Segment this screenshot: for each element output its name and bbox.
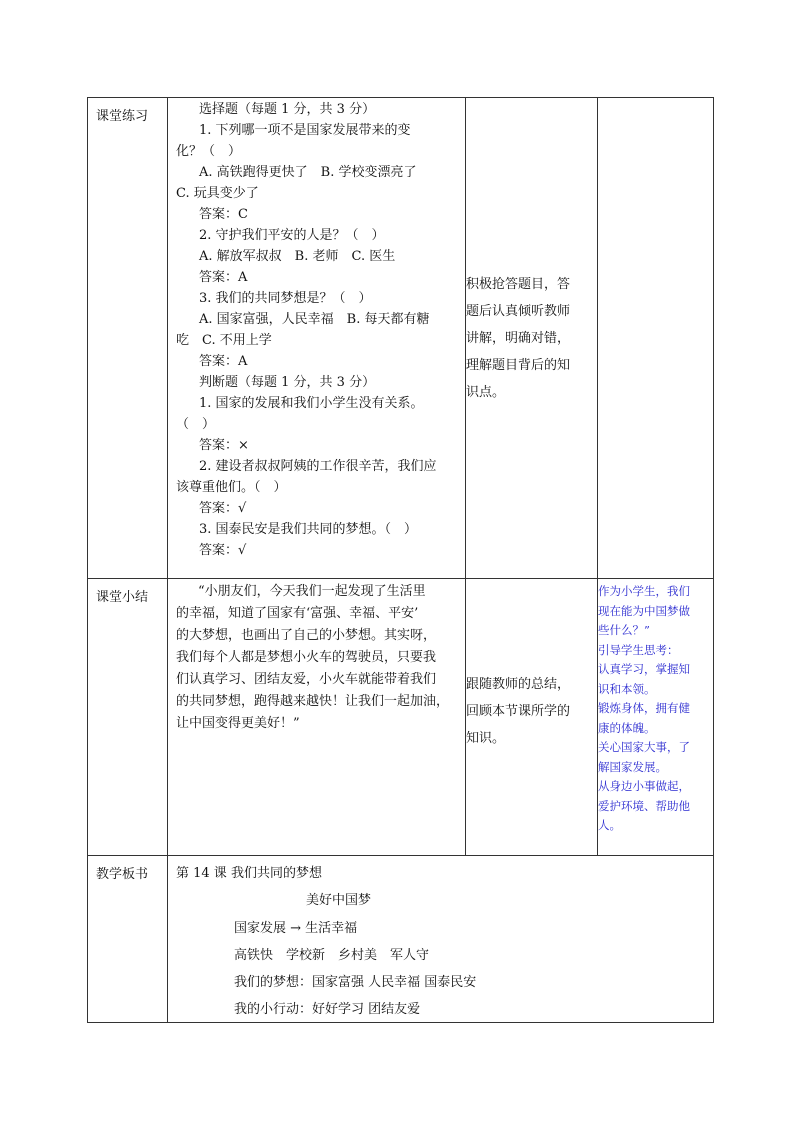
summary-line: 的大梦想，也画出了自己的小梦想。其实呀，: [176, 628, 437, 643]
practice-line: 该尊重他们。（ ）: [176, 480, 287, 495]
student-line: 积极抢答题目，答: [466, 277, 571, 292]
summary-line: “小朋友们，今天我们一起发现了生活里: [198, 584, 426, 599]
practice-line: A. 解放军叔叔 B. 老师 C. 医生: [199, 249, 396, 264]
board-content: [168, 856, 714, 1023]
practice-line: （ ）: [176, 417, 216, 432]
summary-line: 的幸福，知道了国家有‘富强、幸福、平安’: [176, 606, 419, 621]
practice-student-activity: [466, 98, 598, 579]
practice-row: [88, 98, 714, 579]
note-line: 认真学习，掌握知: [598, 662, 690, 676]
board-line: 高铁快 学校新 乡村美 军人守: [234, 948, 430, 963]
student-line: 讲解，明确对错，: [466, 331, 571, 346]
practice-note-cell: [598, 98, 714, 579]
practice-content: [168, 98, 466, 579]
board-subtitle: 美好中国梦: [306, 893, 372, 908]
note-line: 作为小学生，我们: [598, 584, 690, 598]
practice-line: 1. 国家的发展和我们小学生没有关系。: [199, 396, 424, 411]
board-row: [88, 856, 714, 1023]
lesson-plan-table: [87, 97, 714, 1023]
note-line: 康的体魄。: [598, 720, 656, 735]
board-line: 国家发展 → 生活幸福: [234, 921, 358, 936]
practice-line: 答案：√: [199, 543, 247, 558]
student-line: 跟随教师的总结，: [466, 677, 571, 692]
practice-line: 选择题（每题 1 分，共 3 分）: [199, 102, 376, 117]
summary-line: 们认真学习、团结友爱，小火车就能带着我们: [176, 672, 437, 687]
summary-teacher-note: [598, 579, 714, 856]
student-line: 回顾本节课所学的: [466, 704, 571, 719]
board-label: 教学板书: [88, 856, 168, 1023]
summary-line: 我们每个人都是梦想小火车的驾驶员，只要我: [176, 650, 437, 665]
student-line: 知识。: [466, 731, 506, 746]
practice-line: 判断题（每题 1 分，共 3 分）: [199, 375, 376, 390]
note-line: 解国家发展。: [598, 759, 667, 774]
note-line: 引导学生思考：: [598, 642, 679, 657]
note-line: 人。: [598, 818, 621, 832]
summary-student-activity: [466, 579, 598, 856]
note-line: 爱护环境、帮助他: [598, 798, 690, 813]
practice-line: 答案：A: [199, 354, 248, 369]
summary-content: [168, 579, 466, 856]
note-line: 识和本领。: [598, 681, 656, 696]
practice-line: 答案：A: [199, 270, 248, 285]
practice-line: 答案：√: [199, 501, 247, 516]
practice-line: 2. 建设者叔叔阿姨的工作很辛苦，我们应: [199, 459, 437, 474]
student-line: 识点。: [466, 385, 506, 400]
practice-line: 3. 国泰民安是我们共同的梦想。（ ）: [199, 522, 418, 537]
practice-line: C. 玩具变少了: [176, 186, 259, 201]
note-line: 从身边小事做起，: [598, 779, 690, 793]
practice-line: A. 国家富强，人民幸福 B. 每天都有糖: [199, 312, 430, 327]
practice-label: 课堂练习: [88, 98, 168, 579]
board-title: 第 14 课 我们共同的梦想: [176, 866, 322, 881]
summary-line: 让中国变得更美好！”: [176, 716, 300, 731]
summary-line: 的共同梦想，跑得越来越快！让我们一起加油，: [176, 694, 450, 709]
practice-line: 2. 守护我们平安的人是？（ ）: [199, 228, 385, 243]
practice-line: A. 高铁跑得更快了 B. 学校变漂亮了: [199, 165, 417, 180]
practice-line: 1. 下列哪一项不是国家发展带来的变: [199, 123, 411, 138]
practice-line: 答案：×: [199, 438, 249, 453]
summary-row: [88, 579, 714, 856]
board-line: 我的小行动：好好学习 团结友爱: [234, 1002, 421, 1017]
summary-label: 课堂小结: [88, 579, 168, 856]
note-line: 锻炼身体，拥有健: [598, 701, 690, 715]
note-line: 现在能为中国梦做: [598, 603, 690, 618]
practice-line: 3. 我们的共同梦想是？（ ）: [199, 291, 372, 306]
student-line: 理解题目背后的知: [466, 358, 571, 373]
practice-line: 吃 C. 不用上学: [176, 333, 272, 348]
student-line: 题后认真倾听教师: [466, 304, 571, 319]
board-line: 我们的梦想：国家富强 人民幸福 国泰民安: [234, 975, 477, 990]
note-line: 关心国家大事，了: [598, 740, 690, 754]
practice-line: 答案：C: [199, 207, 248, 222]
practice-line: 化？（ ）: [176, 144, 242, 159]
note-line: 些什么？”: [598, 623, 650, 637]
